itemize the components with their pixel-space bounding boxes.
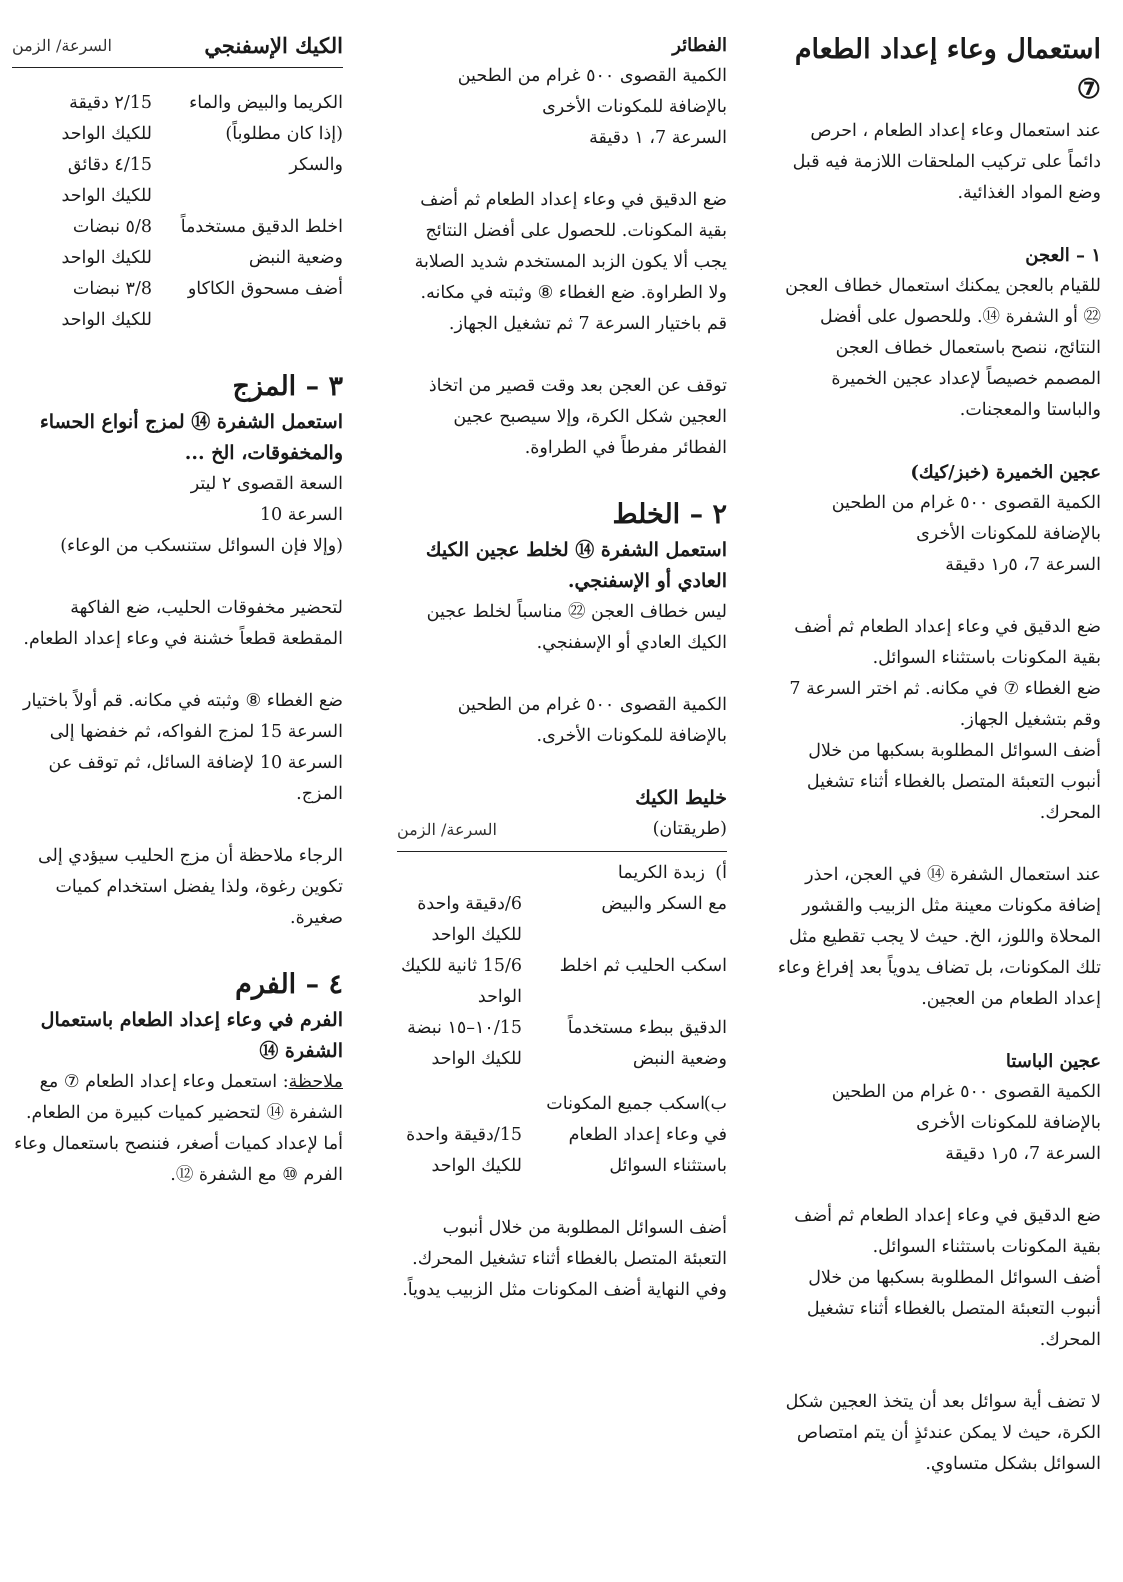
method-step: اسكب الحليب ثم اخلط <box>559 956 727 976</box>
table-row <box>397 889 727 951</box>
cake-mix-table <box>397 858 727 1182</box>
pasta-speed: السرعة 7، ٥ر١ دقيقة <box>945 1144 1101 1164</box>
sponge-step <box>163 305 343 336</box>
cake-mix-subheading: (طريقتان) <box>652 819 727 839</box>
blend-capacity: السعة القصوى ٢ ليتر <box>190 474 343 494</box>
pasta-step-1: ضع الدقيق في وعاء إعداد الطعام ثم أضف بقية المكونات باستثناء السوائل. <box>794 1206 1101 1257</box>
table-row <box>12 150 343 181</box>
blend-warning: (وإلا فإن السوائل ستنسكب من الوعاء) <box>60 536 343 556</box>
method-time: 15/6 ثانية للكيك الواحد <box>401 956 522 1007</box>
column-middle <box>397 30 727 1306</box>
shake-text: لتحضير مخفوقات الحليب، ضع الفاكهة المقطعة قطعاً خشنة في وعاء إعداد الطعام. <box>23 598 343 649</box>
sponge-step: اخلط الدقيق مستخدماً <box>180 217 343 237</box>
page-title: استعمال وعاء إعداد الطعام ⑦ <box>794 34 1101 105</box>
sponge-time: للكيك الواحد <box>61 186 152 206</box>
intro-text: عند استعمال وعاء إعداد الطعام ، احرص دائماً على تركيب الملحقات اللازمة فيه قبل وضع المواد الغذائية. <box>792 121 1101 203</box>
sponge-table <box>12 88 343 336</box>
blend-lead: استعمل الشفرة ⑭ لمزج أنواع الحساء والمخفوقات، الخ ... <box>39 411 343 464</box>
sponge-step: أضف مسحوق الكاكاو <box>187 279 343 299</box>
pies-heading: الفطائر <box>672 35 727 56</box>
mince-heading: ٤ – الفرم <box>235 969 343 1000</box>
pasta-heading: عجين الباستا <box>1005 1051 1101 1072</box>
cake-mix-heading: خليط الكيك <box>635 787 727 809</box>
sponge-time: 15/٢ دقيقة <box>69 93 152 113</box>
yeast-step-1: ضع الدقيق في وعاء إعداد الطعام ثم أضف بقية المكونات باستثناء السوائل. <box>794 617 1101 668</box>
table-row <box>12 243 343 274</box>
cake-mix-table-header <box>397 814 727 852</box>
shake-steps: ضع الغطاء ⑧ وثبته في مكانه. قم أولاً باختيار السرعة 15 لمزج الفواكه، ثم خفضها إلى السرعة 10 لإضافة السائل، ثم توقف عن المزج. <box>23 691 343 804</box>
pies-step: ضع الدقيق في وعاء إعداد الطعام ثم أضف بقية المكونات. للحصول على أفضل النتائج يجب ألا يكون الزبد المستخدم شديد الصلابة ولا الطراوة. ضع الغطاء ⑧ وثبته في مكانه. قم باختيار السرعة 7 ثم تشغيل الجهاز. <box>414 190 727 334</box>
table-row <box>12 305 343 336</box>
note-label: ملاحظة <box>288 1072 343 1092</box>
method-time: 15/دقيقة واحدة للكيك الواحد <box>406 1125 522 1176</box>
table-row <box>12 212 343 243</box>
yeast-step-2: ضع الغطاء ⑦ في مكانه. ثم اختر السرعة 7 وقم بتشغيل الجهاز. <box>789 679 1101 730</box>
sponge-time: 8/٣ نبضات <box>72 279 152 299</box>
blend-heading: ٣ – المزج <box>232 371 343 402</box>
blend-speed: السرعة 10 <box>259 505 343 525</box>
pasta-step-2: أضف السوائل المطلوبة بسكبها من خلال أنبوب التعبئة المتصل بالغطاء أثناء تشغيل المحرك. <box>806 1268 1101 1350</box>
method-time: 6/دقيقة واحدة للكيك الواحد <box>417 894 522 945</box>
table-row <box>12 119 343 150</box>
sponge-step: والسكر <box>289 155 343 175</box>
mixing-lead: استعمل الشفرة ⑭ لخلط عجين الكيك العادي أو الإسفنجي. <box>425 539 727 592</box>
blade-warning: عند استعمال الشفرة ⑭ في العجن، احذر إضافة مكونات معينة مثل الزبيب والقشور المحلاة واللوز، الخ. حيث لا يجب تقطيع مثل تلك المكونات، بل تضاف يدوياً بعد إفراغ وعاء إعداد الطعام من العجين. <box>777 865 1101 1009</box>
sponge-time: للكيك الواحد <box>61 248 152 268</box>
table-row <box>12 88 343 119</box>
dough-text: للقيام بالعجن يمكنك استعمال خطاف العجن ㉒ أو الشفرة ⑭. وللحصول على أفضل النتائج، ننصح باستعمال خطاف العجن المصمم خصيصاً لإعداد عجين الخميرة والباستا والمعجنات. <box>785 276 1101 420</box>
yeast-heading: عجين الخميرة (خبز/كيك) <box>910 462 1101 483</box>
table-row <box>397 1013 727 1075</box>
method-step: ب)اسكب جميع المكونات في وعاء إعداد الطعام باستثناء السوائل <box>537 1089 727 1182</box>
method-step: الدقيق ببطء مستخدماً وضعية النبض <box>567 1018 727 1069</box>
sponge-step: وضعية النبض <box>248 248 343 268</box>
foam-note: الرجاء ملاحظة أن مزج الحليب سيؤدي إلى تكوين رغوة، ولذا يفضل استخدام كميات صغيرة. <box>37 846 343 928</box>
method-a-title: أ)زبدة الكريما <box>397 858 727 889</box>
sponge-time-header: السرعة/ الزمن <box>12 36 112 55</box>
column-right <box>773 30 1101 1480</box>
mince-lead: الفرم في وعاء إعداد الطعام باستعمال الشفرة ⑭ <box>40 1009 343 1062</box>
pies-stop: توقف عن العجن بعد وقت قصير من اتخاذ العجين شكل الكرة، وإلا سيصبح عجين الفطائر مفرطاً في الطراوة. <box>428 376 727 458</box>
mixing-end: أضف السوائل المطلوبة من خلال أنبوب التعبئة المتصل بالغطاء أثناء تشغيل المحرك. وفي النهاية أضف المكونات مثل الزبيب يدوياً. <box>402 1218 727 1300</box>
method-a-label: أ) <box>715 863 727 883</box>
mixing-heading: ٢ – الخلط <box>612 499 727 530</box>
sponge-step: الكريما والبيض والماء <box>189 93 343 113</box>
time-column-header: السرعة/ الزمن <box>397 820 497 839</box>
table-row <box>397 1089 727 1182</box>
column-left <box>12 30 343 1191</box>
table-row <box>12 274 343 305</box>
method-b-label: ب) <box>703 1094 727 1114</box>
sponge-time: للكيك الواحد <box>61 124 152 144</box>
mince-note <box>12 1067 343 1191</box>
sponge-time: للكيك الواحد <box>61 310 152 330</box>
yeast-speed: السرعة 7، ٥ر١ دقيقة <box>945 555 1101 575</box>
sponge-table-header <box>12 30 343 68</box>
final-warning: لا تضف أية سوائل بعد أن يتخذ العجين شكل الكرة، حيث لا يمكن عندئذٍ أن يتم امتصاص السوائل بشكل متساوي. <box>785 1392 1101 1474</box>
pasta-specs: الكمية القصوى ٥٠٠ غرام من الطحين بالإضافة للمكونات الأخرى <box>831 1082 1101 1133</box>
yeast-specs: الكمية القصوى ٥٠٠ غرام من الطحين بالإضافة للمكونات الأخرى <box>831 493 1101 544</box>
mixing-note: ليس خطاف العجن ㉒ مناسباً لخلط عجين الكيك العادي أو الإسفنجي. <box>426 602 727 653</box>
dough-heading: ١ – العجن <box>1025 245 1101 266</box>
table-row <box>397 951 727 1013</box>
sponge-step: (إذا كان مطلوباً) <box>225 124 343 144</box>
table-row <box>12 181 343 212</box>
method-step: مع السكر والبيض <box>601 894 727 914</box>
yeast-step-3: أضف السوائل المطلوبة بسكبها من خلال أنبوب التعبئة المتصل بالغطاء أثناء تشغيل المحرك. <box>806 741 1101 823</box>
pies-specs: الكمية القصوى ٥٠٠ غرام من الطحين بالإضافة للمكونات الأخرى <box>457 66 727 117</box>
mixing-specs: الكمية القصوى ٥٠٠ غرام من الطحين بالإضافة للمكونات الأخرى. <box>457 695 727 746</box>
method-time: 15/١٠–١٥ نبضة للكيك الواحد <box>407 1018 522 1069</box>
pies-speed: السرعة 7، ١ دقيقة <box>589 128 727 148</box>
sponge-step <box>163 181 343 212</box>
sponge-time: 15/٤ دقائق <box>67 155 152 175</box>
note-text: : استعمل وعاء إعداد الطعام ⑦ مع الشفرة ⑭ لتحضير كميات كبيرة من الطعام. أما لإعداد كميات أصغر، فننصح باستعمال وعاء الفرم ⑩ مع الشفرة ⑫. <box>14 1072 343 1185</box>
sponge-time: 8/٥ نبضات <box>72 217 152 237</box>
sponge-heading: الكيك الإسفنجي <box>204 33 343 58</box>
